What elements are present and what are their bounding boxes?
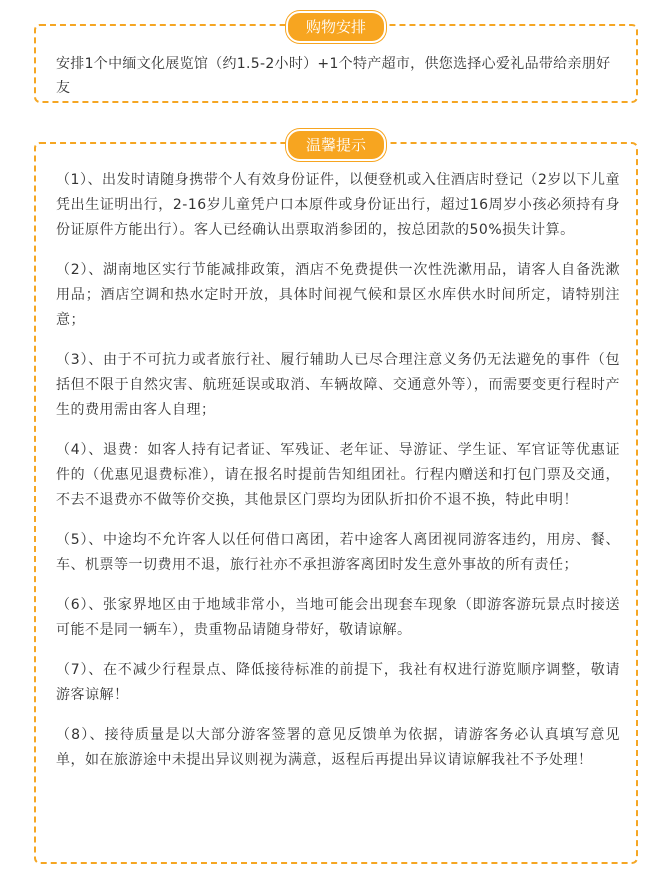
- tip-item-3: （3）、由于不可抗力或者旅行社、履行辅助人已尽合理注意义务仍无法避免的事件（包括但不限于自然灾害、航班延误或取消、车辆故障、交通意外等），而需要变更行程时产生的费用需由客人自理；: [56, 352, 620, 418]
- tip-item-8: （8）、接待质量是以大部分游客签署的意见反馈单为依据，请游客务必认真填写意见单，如在旅游途中未提出异议则视为满意，返程后再提出异议请谅解我社不予处理！: [56, 727, 620, 768]
- shopping-title-badge: 购物安排: [286, 11, 386, 43]
- tip-item-1: （1）、出发时请随身携带个人有效身份证件，以便登机或入住酒店时登记（2岁以下儿童凭出生证明出行，2-16岁儿童凭户口本原件或身份证出行，超过16周岁小孩必须持有身份证原件方能出行）。客人已经确认出票取消参团的，按总团款的50%损失计算。: [56, 172, 620, 238]
- tip-item-6: （6）、张家界地区由于地域非常小，当地可能会出现套车现象（即游客游玩景点时接送可能不是同一辆车），贵重物品请随身带好，敬请谅解。: [56, 597, 620, 638]
- shopping-text: 安排1个中缅文化展览馆（约1.5-2小时）+1个特产超市，供您选择心爱礼品带给亲朋好友: [56, 56, 611, 96]
- tip-item-4: （4）、退费：如客人持有记者证、军残证、老年证、导游证、学生证、军官证等优惠证件的（优惠见退费标准），请在报名时提前告知组团社。行程内赠送和打包门票及交通，不去不退费亦不做等价交换，其他景区门票均为团队折扣价不退不换，特此申明！: [56, 442, 620, 508]
- tips-list: [56, 168, 620, 788]
- tip-item-7: （7）、在不减少行程景点、降低接待标准的前提下，我社有权进行游览顺序调整，敬请游客谅解！: [56, 662, 620, 703]
- tips-title-badge: 温馨提示: [286, 129, 386, 161]
- shopping-section: [34, 18, 638, 103]
- tip-item-2: （2）、湖南地区实行节能减排政策，酒店不免费提供一次性洗漱用品，请客人自备洗漱用品；酒店空调和热水定时开放，具体时间视气候和景区水库供水时间所定，请特别注意；: [56, 262, 620, 328]
- tips-section: [34, 136, 638, 864]
- tip-item-5: （5）、中途均不允许客人以任何借口离团，若中途客人离团视同游客违约，用房、餐、车、机票等一切费用不退，旅行社亦不承担游客离团时发生意外事故的所有责任；: [56, 532, 620, 573]
